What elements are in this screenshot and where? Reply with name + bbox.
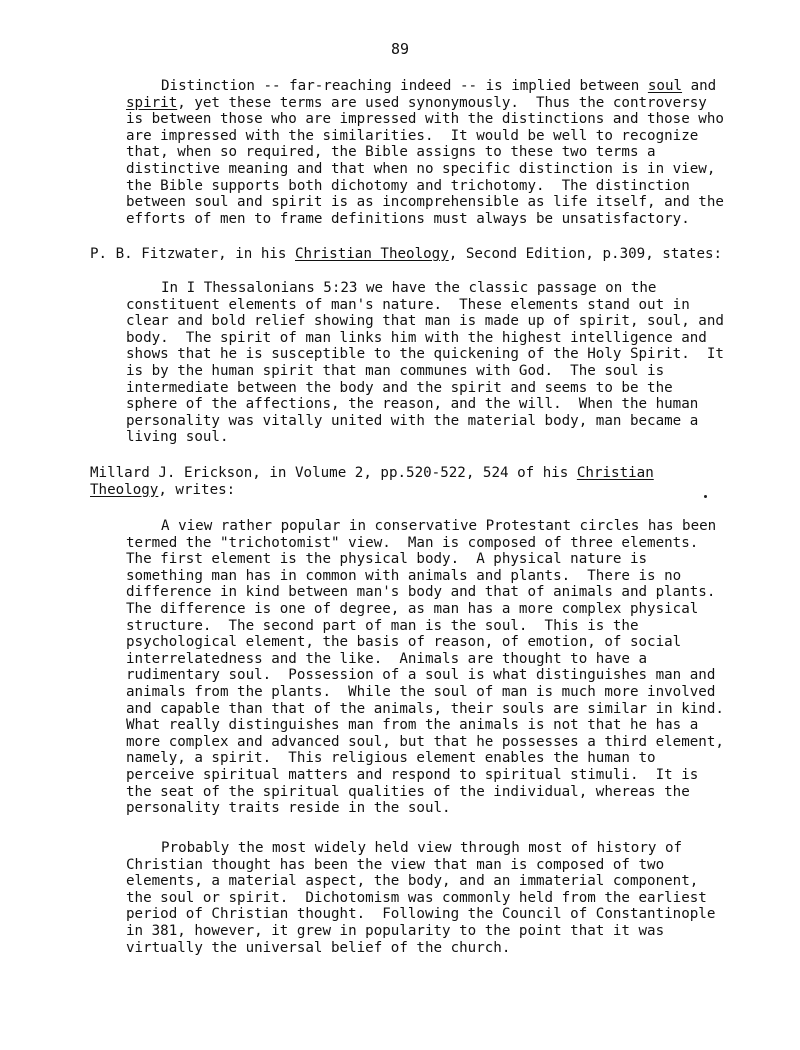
text-run: Millard J. Erickson, in Volume 2, pp.520-522, 524 of his (90, 465, 577, 481)
text-line (0, 535, 800, 552)
text-line (0, 701, 800, 718)
page-number: 89 (390, 40, 410, 58)
text-run: Probably the most widely held view through most of history of (161, 840, 683, 856)
text-line (0, 363, 800, 380)
underlined-title: spirit (126, 94, 178, 111)
stray-mark (704, 495, 707, 498)
text-run: , Second Edition, p.309, states: (448, 246, 723, 262)
text-run: The first element is the physical body. A physical nature is (126, 551, 648, 568)
text-line (0, 857, 800, 874)
text-run: intermediate between the body and the spirit and seems to be the (126, 379, 673, 396)
text-line (0, 667, 800, 684)
quote-paragraph-dichotomism (0, 840, 800, 956)
text-line (0, 784, 800, 801)
text-line (0, 280, 800, 297)
text-line (0, 482, 800, 499)
text-line (0, 194, 800, 211)
underlined-title: Christian Theology (295, 246, 449, 262)
text-line (0, 246, 800, 263)
text-run: virtually the universal belief of the church. (126, 939, 511, 956)
attribution-fitzwater (0, 246, 800, 263)
text-run: P. B. Fitzwater, in his (90, 246, 295, 262)
text-run: termed the "trichotomist" view. Man is composed of three elements. (126, 534, 699, 551)
text-line (0, 161, 800, 178)
text-line (0, 297, 800, 314)
text-run: that, when so required, the Bible assigns to these two terms a (126, 144, 656, 161)
text-line (0, 750, 800, 767)
text-run: , writes: (158, 481, 236, 498)
text-run: , yet these terms are used synonymously. Thus the controversy (177, 94, 707, 111)
attribution-erickson (0, 465, 800, 498)
text-line (0, 211, 800, 228)
text-line (0, 380, 800, 397)
text-run: Christian thought has been the view that man is composed of two (126, 856, 665, 873)
text-line (0, 734, 800, 751)
text-line (0, 618, 800, 635)
text-line (0, 78, 800, 95)
underlined-title: Christian (576, 465, 654, 481)
text-run: perceive spiritual matters and respond to spiritual stimuli. It is (126, 766, 699, 783)
text-run: psychological element, the basis of reason, of emotion, of social (126, 634, 682, 651)
text-run: constituent elements of man's nature. These elements stand out in (126, 296, 690, 313)
text-run: is by the human spirit that man communes with God. The soul is (126, 362, 665, 379)
text-line (0, 465, 800, 482)
text-run: the seat of the spiritual qualities of the individual, whereas the (126, 783, 690, 800)
text-run: body. The spirit of man links him with the highest intelligence and (126, 329, 707, 346)
text-line (0, 518, 800, 535)
text-run: period of Christian thought. Following the Council of Constantinople (126, 906, 716, 923)
text-run: In I Thessalonians 5:23 we have the classic passage on the (161, 280, 657, 296)
text-run: living soul. (126, 429, 229, 446)
text-line (0, 128, 800, 145)
text-run: namely, a spirit. This religious element enables the human to (126, 750, 656, 767)
text-run: elements, a material aspect, the body, and an immaterial component, (126, 873, 699, 890)
text-line (0, 873, 800, 890)
quote-paragraph-fitzwater (0, 280, 800, 446)
text-run: in 381, however, it grew in popularity to the point that it was (126, 922, 665, 939)
text-line (0, 178, 800, 195)
underlined-title: soul (647, 78, 683, 94)
text-line (0, 346, 800, 363)
text-run: are impressed with the similarities. It would be well to recognize (126, 127, 699, 144)
text-run: difference in kind between man's body and that of animals and plants. (126, 584, 716, 601)
text-line (0, 429, 800, 446)
text-line (0, 568, 800, 585)
text-run: rudimentary soul. Possession of a soul is what distinguishes man and (126, 667, 716, 684)
text-line (0, 330, 800, 347)
text-run: The difference is one of degree, as man has a more complex physical (126, 600, 699, 617)
text-run: something man has in common with animals and plants. There is no (126, 567, 682, 584)
text-line (0, 906, 800, 923)
text-run: interrelatedness and the like. Animals are thought to have a (126, 650, 648, 667)
text-run: the soul or spirit. Dichotomism was commonly held from the earliest (126, 889, 707, 906)
text-run: and (682, 78, 717, 94)
text-run: Distinction -- far-reaching indeed -- is implied between (161, 78, 648, 94)
text-line (0, 413, 800, 430)
text-line (0, 684, 800, 701)
text-line (0, 940, 800, 957)
text-run: structure. The second part of man is the soul. This is the (126, 617, 639, 634)
text-line (0, 111, 800, 128)
text-run: distinctive meaning and that when no specific distinction is in view, (126, 160, 716, 177)
text-line (0, 396, 800, 413)
text-line (0, 634, 800, 651)
text-line (0, 800, 800, 817)
text-line (0, 144, 800, 161)
text-run: What really distinguishes man from the animals is not that he has a (126, 717, 699, 734)
text-line (0, 840, 800, 857)
text-line (0, 95, 800, 112)
text-line (0, 717, 800, 734)
text-run: animals from the plants. While the soul of man is much more involved (126, 683, 716, 700)
text-line (0, 551, 800, 568)
text-run: between soul and spirit is as incomprehensible as life itself, and the (126, 194, 724, 211)
text-line (0, 890, 800, 907)
text-run: clear and bold relief showing that man is made up of spirit, soul, and (126, 313, 724, 330)
text-line (0, 313, 800, 330)
text-run: efforts of men to frame definitions must always be unsatisfactory. (126, 210, 690, 227)
text-line (0, 767, 800, 784)
text-run: and capable than that of the animals, their souls are similar in kind. (126, 700, 724, 717)
text-line (0, 601, 800, 618)
quote-paragraph-trichotomist (0, 518, 800, 817)
text-run: A view rather popular in conservative Protestant circles has been (161, 518, 717, 534)
underlined-title: Theology (90, 481, 159, 498)
text-run: personality was vitally united with the material body, man became a (126, 412, 699, 429)
text-run: shows that he is susceptible to the quickening of the Holy Spirit. It (126, 346, 724, 363)
text-run: personality traits reside in the soul. (126, 800, 451, 817)
text-run: more complex and advanced soul, but that he possesses a third element, (126, 733, 724, 750)
quote-paragraph-distinction (0, 78, 800, 227)
text-run: sphere of the affections, the reason, and the will. When the human (126, 396, 699, 413)
text-line (0, 651, 800, 668)
text-run: the Bible supports both dichotomy and trichotomy. The distinction (126, 177, 690, 194)
text-line (0, 584, 800, 601)
text-line (0, 923, 800, 940)
text-run: is between those who are impressed with the distinctions and those who (126, 111, 724, 128)
